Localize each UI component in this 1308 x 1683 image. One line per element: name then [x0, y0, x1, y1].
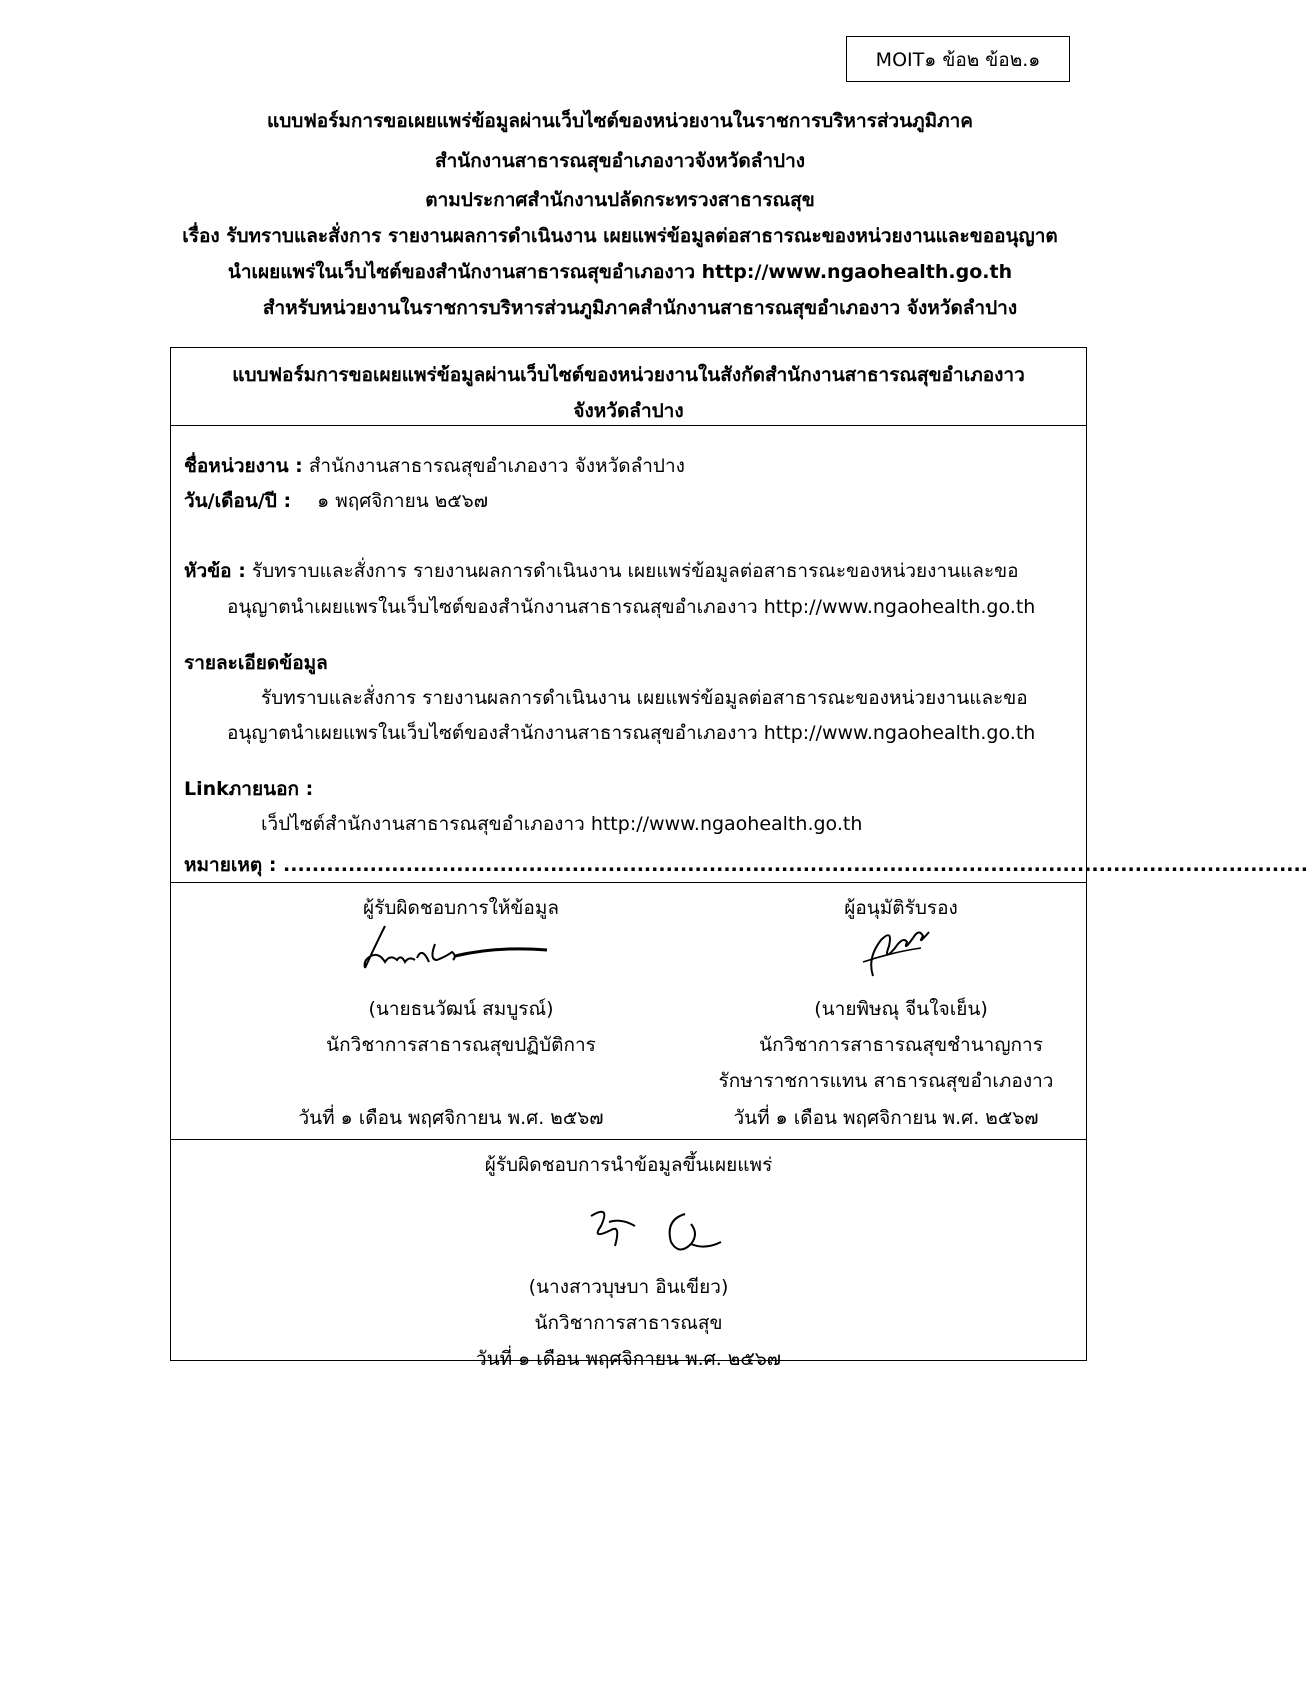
approver-acting: รักษาราชการแทน สาธารณสุขอำเภองาว — [718, 1070, 1054, 1092]
publisher-position: นักวิชาการสาธารณสุข — [534, 1312, 723, 1334]
link-label: Linkภายนอก : — [184, 778, 314, 800]
form-title-line-1: แบบฟอร์มการขอเผยแพร่ข้อมูลผ่านเว็บไซต์ของหน่วยงานในสังกัดสำนักงานสาธารณสุขอำเภองาว — [232, 364, 1025, 386]
heading-line-5: นำเผยแพร่ในเว็บไซต์ของสำนักงานสาธารณสุขอำเภองาว http://www.ngaohealth.go.th — [227, 261, 1013, 283]
publisher-signature — [581, 1200, 741, 1270]
heading-line-6: สำหรับหน่วยงานในราชการบริหารส่วนภูมิภาคสำนักงานสาธารณสุขอำเภองาว จังหวัดลำปาง — [262, 297, 1018, 319]
unit-value: สำนักงานสาธารณสุขอำเภองาว จังหวัดลำปาง — [308, 455, 685, 477]
heading-line-2: สำนักงานสาธารณสุขอำเภองาวจังหวัดลำปาง — [434, 150, 806, 172]
note-label: หมายเหตุ : .............................................................................................................................................. — [184, 854, 1308, 876]
publisher-role: ผู้รับผิดชอบการนำข้อมูลขึ้นเผยแพร่ — [484, 1154, 773, 1176]
approver-date: วันที่ ๑ เดือน พฤศจิกายน พ.ศ. ๒๕๖๗ — [733, 1107, 1039, 1129]
approver-role: ผู้อนุมัติรับรอง — [844, 897, 958, 919]
divider — [171, 425, 1086, 426]
heading-line-1: แบบฟอร์มการขอเผยแพร่ข้อมูลผ่านเว็บไซต์ของหน่วยงานในราชการบริหารส่วนภูมิภาค — [266, 110, 974, 132]
date-label: วัน/เดือน/ปี : — [184, 490, 292, 512]
divider — [171, 1139, 1086, 1140]
reference-code-box: MOIT๑ ข้อ๒ ข้อ๒.๑ — [846, 36, 1070, 82]
form-title-line-2: จังหวัดลำปาง — [573, 400, 684, 422]
topic-line-2: อนุญาตนำเผยแพรในเว็บไซต์ของสำนักงานสาธารณสุขอำเภองาว http://www.ngaohealth.go.th — [227, 596, 1036, 618]
date-value: ๑ พฤศจิกายน ๒๕๖๗ — [317, 490, 489, 512]
detail-label: รายละเอียดข้อมูล — [184, 652, 328, 674]
approver-signature — [843, 918, 963, 988]
topic-line-1: รับทราบและสั่งการ รายงานผลการดำเนินงาน เผยแพร่ข้อมูลต่อสาธารณะของหน่วยงานและขอ — [251, 560, 1019, 582]
detail-line-1: รับทราบและสั่งการ รายงานผลการดำเนินงาน เผยแพร่ข้อมูลต่อสาธารณะของหน่วยงานและขอ — [261, 687, 1028, 709]
approver-position: นักวิชาการสาธารณสุขชำนาญการ — [759, 1034, 1043, 1056]
responsible-date: วันที่ ๑ เดือน พฤศจิกายน พ.ศ. ๒๕๖๗ — [298, 1107, 604, 1129]
topic-label: หัวข้อ : — [184, 560, 246, 582]
detail-line-2: อนุญาตนำเผยแพรในเว็บไซต์ของสำนักงานสาธารณสุขอำเภองาว http://www.ngaohealth.go.th — [227, 722, 1036, 744]
heading-line-4: เรื่อง รับทราบและสั่งการ รายงานผลการดำเนินงาน เผยแพร่ข้อมูลต่อสาธารณะของหน่วยงานและขออนุญาต — [182, 225, 1058, 247]
unit-label: ชื่อหน่วยงาน : — [184, 455, 303, 477]
heading-line-3: ตามประกาศสำนักงานปลัดกระทรวงสาธารณสุข — [425, 189, 815, 211]
publisher-date: วันที่ ๑ เดือน พฤศจิกายน พ.ศ. ๒๕๖๗ — [475, 1348, 782, 1370]
divider — [171, 882, 1086, 883]
approver-name: (นายพิษณุ จีนใจเย็น) — [814, 998, 988, 1020]
topic-row — [184, 556, 1019, 586]
responsible-name: (นายธนวัฒน์ สมบูรณ์) — [368, 998, 554, 1020]
responsible-position: นักวิชาการสาธารณสุขปฏิบัติการ — [326, 1034, 596, 1056]
publisher-name: (นางสาวบุษบา อินเขียว) — [528, 1276, 729, 1298]
date-row — [184, 486, 488, 516]
unit-row — [184, 451, 685, 481]
publication-form — [170, 347, 1308, 1370]
link-value: เว็ปไซต์สำนักงานสาธารณสุขอำเภองาว http://www.ngaohealth.go.th — [261, 813, 863, 835]
responsible-role: ผู้รับผิดชอบการให้ข้อมูล — [363, 897, 559, 919]
responsible-signature — [357, 916, 557, 986]
